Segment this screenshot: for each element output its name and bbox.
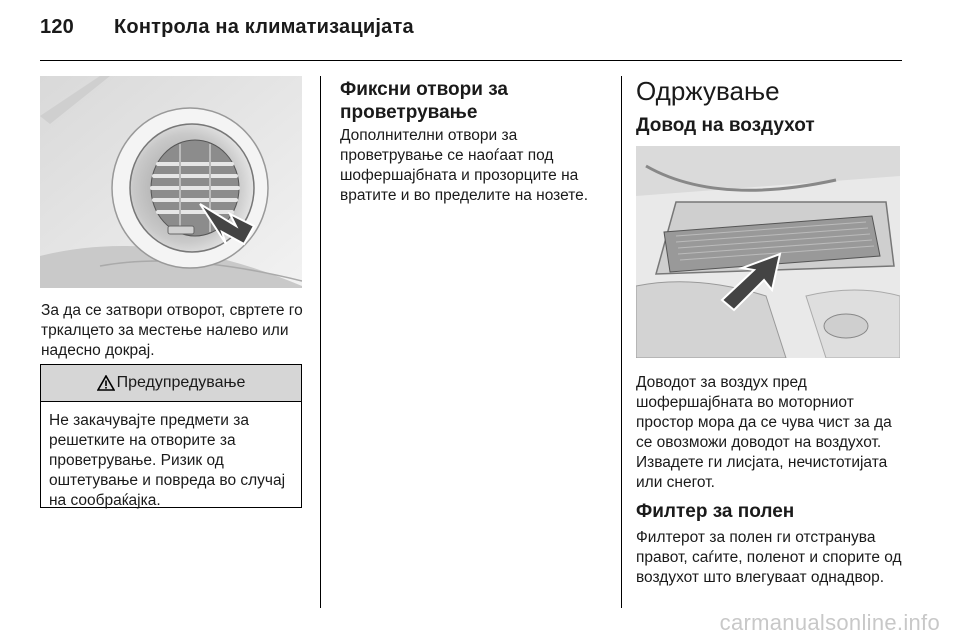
air-vent-illustration	[40, 76, 302, 288]
section-title: Контрола на климатизацијата	[114, 16, 414, 38]
air-intake-text: Доводот за воздух пред шофершајбната во моторниот простор мора да се чува чист за да се овозможи доводот на воздухот. Извадете ги лисјата, нечистотијата или снегот.	[636, 374, 892, 491]
pollen-filter-heading: Филтер за полен	[636, 501, 795, 522]
column-divider	[621, 76, 622, 608]
page-header	[40, 16, 414, 39]
warning-header	[41, 365, 301, 402]
warning-box	[40, 364, 302, 508]
maintenance-heading: Одржување	[636, 76, 780, 106]
fixed-vents-text: Дополнителни отвори за проветрување се наоѓаат под шофершајбната и прозорците на вратите и во пределите на нозете.	[340, 127, 589, 204]
warning-text: Не закачувајте предмети за решетките на отворите за проветрување. Ризик од оштетување и повреда во случај на сообраќајка.	[49, 412, 286, 509]
fixed-vents-heading: Фиксни отвори за проветрување	[340, 79, 508, 123]
watermark: carmanualsonline.info	[719, 610, 940, 635]
air-intake-heading: Довод на воздухот	[636, 115, 815, 136]
warning-triangle-icon	[97, 375, 115, 391]
air-intake-illustration	[636, 146, 900, 358]
header-divider	[40, 60, 902, 61]
column-divider	[320, 76, 321, 608]
pollen-filter-text: Филтерот за полен ги отстранува правот, саѓите, поленот и спорите од воздухот што влегуваат однадвор.	[636, 529, 902, 586]
page-number: 120	[40, 16, 74, 38]
warning-title: Предупредување	[116, 374, 246, 391]
vent-caption: За да се затвори отворот, свртете го тркалцето за местење налево или надесно докрај.	[41, 302, 303, 359]
